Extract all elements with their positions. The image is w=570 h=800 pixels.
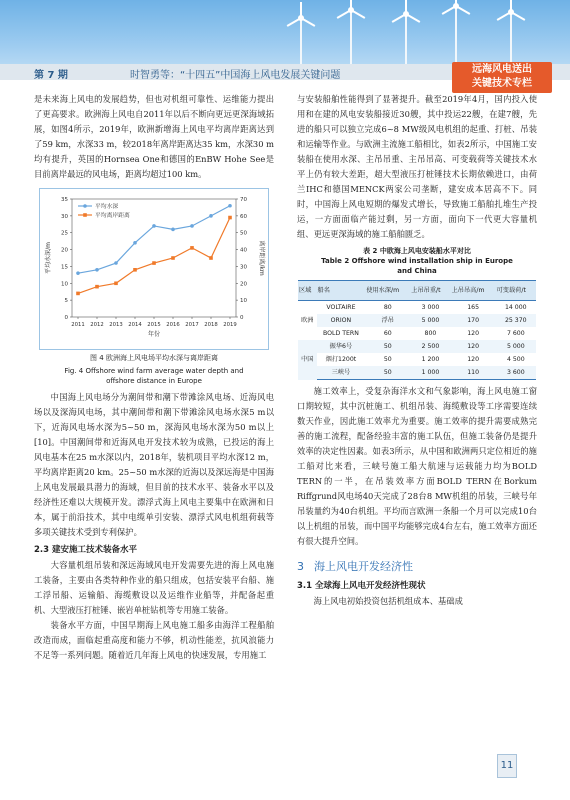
data-point <box>95 268 99 272</box>
y-left-tick-label: 0 <box>64 315 68 321</box>
data-point <box>152 224 156 228</box>
table-header-cell: 可变载荷/t <box>496 281 536 301</box>
data-point <box>190 246 194 250</box>
data-point <box>76 271 80 275</box>
table-cell: 3 600 <box>496 366 536 380</box>
wind-turbine-icon <box>300 18 302 64</box>
section-number: 3 <box>297 560 304 573</box>
x-tick-label: 2012 <box>90 322 104 328</box>
paragraph: 是未来海上风电的发展趋势，但也对机组可靠性、运维能力提出了更高要求。欧洲海上风电自2011年以后不断向更远更深海域拓展，如图4所示，2019年，欧洲新增海上风电平均离岸距离达到了59 km，水深33 m，较2018年离岸距离达35 km，水深30 m均有提升，英国的Hornsea One和德国的EnBW Hohe See是目前离岸最远的风电场，距离均超过100 km。 <box>34 94 274 179</box>
table-title-en: and China <box>397 267 437 275</box>
table-cell: 165 <box>467 304 480 311</box>
table-cell: 170 <box>467 317 480 324</box>
legend-label: 平均离岸距离 <box>95 213 130 219</box>
table-header-cell: 上吊吊重/t <box>410 281 450 301</box>
section-title: 海上风电开发经济性 <box>314 560 413 573</box>
y-right-tick-label: 0 <box>240 315 244 321</box>
y-right-tick-label: 60 <box>240 213 247 220</box>
subsection-heading: 3.1 全球海上风电开发经济性现状 <box>297 581 426 591</box>
table-cell: 110 <box>451 366 496 380</box>
paragraph: 装备水平方面，中国早期海上风电施工船多由海洋工程船舶改造而成，面临起重高度和能力不够，机动性能差，抗风浪能力不足等一系列问题。随着近几年海上风电的快速发展，专用施工 <box>34 620 274 660</box>
table-row <box>298 353 536 366</box>
column-tag-line: 关键技术专栏 <box>472 78 532 89</box>
x-axis-label: 年份 <box>147 331 161 338</box>
y-right-tick-label: 30 <box>240 264 247 271</box>
table-cell: 50 <box>383 343 392 350</box>
y-right-tick-label: 50 <box>240 230 247 237</box>
table-row <box>298 327 536 340</box>
table-cell: 800 <box>424 330 437 337</box>
y-right-tick-label: 10 <box>240 298 247 305</box>
figure-4-chart <box>39 188 269 350</box>
data-point <box>152 261 156 265</box>
paragraph: 与安装船舶性能得到了显著提升。截至2019年4月，国内投入使用和在建的风电安装船接近30艘，其中投运22艘，在建7艘，先进的船只可以独立完成6~8 MW级风电机组的起重、打桩、吊装和运输等作业。与欧洲主流施工船相比，如表2所示，中国施工安装船在使用水深、主吊吊重、主吊吊高、可变载荷等关键技术水平上仍有较大差距，超大型液压打桩锤技术长期依赖进口，由荷兰IHC和德国MENCK两家公司垄断，建安成本居高不下。同时，中国海上风电短期的爆发式增长，导致施工船舶扎堆生产投运，一方面面临产能过剩，另一方面，面向下一代更大容量机组、更远更深海域的施工船舶匮乏。 <box>297 94 537 239</box>
table-header-cell: 区域 <box>298 281 317 301</box>
table-header-row <box>298 281 536 301</box>
running-title: 时智勇等：“十四五”中国海上风电发展关键问题 <box>130 70 341 81</box>
column-tag-line: 远海风电送出 <box>472 64 532 75</box>
table-header-cell: 上吊吊高/m <box>451 281 496 301</box>
table-header-cell: 使用水深/m <box>365 281 410 301</box>
data-point <box>76 292 80 296</box>
table-cell: VOLTAIRE <box>326 304 356 311</box>
x-tick-label: 2014 <box>128 322 142 328</box>
x-tick-label: 2019 <box>223 322 237 328</box>
data-point <box>114 261 118 265</box>
y-left-tick-label: 10 <box>61 281 68 288</box>
page-header-banner <box>0 0 570 89</box>
table-cell: 120 <box>467 330 480 337</box>
table-cell: 5 000 <box>421 317 440 324</box>
table-row <box>298 366 536 380</box>
table-cell: 120 <box>467 343 480 350</box>
table-cell: 3 000 <box>421 304 440 311</box>
y-right-tick-label: 70 <box>240 197 247 203</box>
paragraph: 大容量机组吊装和深远海域风电开发需要先进的海上风电施工装备，主要由各类特种作业的船只组成，包括安装平台船、施工浮吊船、运输船、海缆敷设以及运维作业船等，并配备起重机、大型液压打桩锤、嵌岩单桩钻机等专用施工装备。 <box>34 560 274 615</box>
legend-marker <box>83 204 87 208</box>
issue-number: 第 7 期 <box>34 70 68 81</box>
data-point <box>209 214 213 218</box>
figure-caption-cn: 图 4 欧洲海上风电场平均水深与离岸距离 <box>90 354 218 362</box>
paragraph: 海上风电初始投资包括机组成本、基础成 <box>313 596 463 606</box>
table-title-en: Table 2 Offshore wind installation ship in Europe <box>321 257 513 265</box>
line-chart <box>40 189 268 349</box>
x-tick-label: 2015 <box>147 322 161 328</box>
table-cell: 振华6号 <box>329 343 353 350</box>
data-point <box>190 224 194 228</box>
legend-label: 平均水深 <box>95 204 119 210</box>
table-cell: BOLD TERN <box>323 330 359 337</box>
y-right-tick-label: 40 <box>240 247 247 254</box>
data-point <box>171 228 175 232</box>
table-cell: 14 000 <box>504 304 527 311</box>
x-tick-label: 2016 <box>166 322 180 328</box>
right-column <box>297 92 537 609</box>
x-tick-label: 2017 <box>185 322 199 328</box>
data-point <box>133 241 137 245</box>
column-tag <box>452 62 552 93</box>
table-cell: 2 500 <box>421 343 440 350</box>
table-cell-region: 中国 <box>301 356 314 364</box>
paragraph: 施工效率上，受复杂海洋水文和气象影响，海上风电施工窗口期较短，其中沉桩施工、机组吊装、海缆敷设等工序需要连续数天作业，因此施工效率尤为重要。施工效率的提升需要成熟完善的施工流程，配备经验丰富的施工队伍，但施工装备仍是提升效率的决定性因素。如表3所示，从中国和欧洲两只定位相近的施工船对比来看，三峡号施工船大航速与运载能力均为BOLD TERN的一半，在吊装效率方面BOLD TERN在Borkum Riffgrund风电场40天完成了28台8 MW机组的吊装，三峡号年吊装量约为40台机组。平均而言欧洲一条船一个月可以完成10台以上机组的吊装，而中国平均能够完成4台左右，施工效率方面还有很大提升空间。 <box>297 386 537 546</box>
y-left-axis-label: 平均水深/m <box>45 242 52 274</box>
wind-turbine-icon <box>405 14 407 64</box>
x-tick-label: 2013 <box>109 322 123 328</box>
figure-caption-en: Fig. 4 Offshore wind farm average water depth and <box>64 367 244 375</box>
data-point <box>133 268 137 272</box>
series-line <box>78 218 230 294</box>
table-cell: 三峡号 <box>317 366 366 380</box>
data-point <box>171 256 175 260</box>
y-right-tick-label: 20 <box>240 281 247 288</box>
table-cell: 5 000 <box>506 343 525 350</box>
table-cell: 80 <box>383 304 392 311</box>
y-left-tick-label: 30 <box>61 213 68 220</box>
table-cell: 25 370 <box>504 317 527 324</box>
data-point <box>209 256 213 260</box>
data-point <box>114 281 118 285</box>
legend-marker <box>83 213 87 217</box>
table-row <box>298 301 536 315</box>
page-number: 11 <box>497 754 517 778</box>
section-heading: 2.3 建安施工技术装备水平 <box>34 545 138 555</box>
table-cell: 1 200 <box>421 356 440 363</box>
table-title-cn: 表 2 中欧海上风电安装船水平对比 <box>363 247 471 255</box>
y-right-axis-label: 离岸距离/km <box>258 240 265 276</box>
table-cell: 60 <box>383 330 392 337</box>
section-heading-3 <box>297 559 537 574</box>
data-point <box>95 285 99 289</box>
table-cell: ORION <box>330 317 352 324</box>
x-tick-label: 2011 <box>71 322 85 328</box>
table-row <box>298 340 536 353</box>
table-cell: 浮吊 <box>381 317 394 324</box>
y-left-tick-label: 20 <box>61 247 68 254</box>
table-cell: 4 500 <box>506 356 525 363</box>
data-point <box>228 216 232 220</box>
table-2 <box>298 280 536 380</box>
table-cell: 7 600 <box>506 330 525 337</box>
left-column <box>34 92 274 663</box>
table-cell: 50 <box>365 366 410 380</box>
figure-caption-en: offshore distance in Europe <box>106 377 202 385</box>
table-cell: 120 <box>467 356 480 363</box>
table-cell-region: 欧洲 <box>301 317 314 324</box>
table-cell: 50 <box>383 356 392 363</box>
wind-turbine-icon <box>350 10 352 64</box>
y-left-tick-label: 15 <box>61 264 68 271</box>
y-left-tick-label: 5 <box>64 298 68 305</box>
table-cell: 烟打1200t <box>325 356 357 363</box>
y-left-tick-label: 35 <box>61 197 68 203</box>
wind-turbine-icon <box>455 6 457 64</box>
y-left-tick-label: 25 <box>61 230 68 237</box>
data-point <box>228 204 232 208</box>
table-cell: 1 000 <box>410 366 450 380</box>
table-header-cell: 船名 <box>317 281 366 301</box>
x-tick-label: 2018 <box>204 322 218 328</box>
wind-turbine-icon <box>510 12 512 64</box>
paragraph: 中国海上风电场分为潮间带和潮下带滩涂风电场、近海风电场以及深海风电场，其中潮间带和潮下带滩涂风电场水深5 m以下，近海风电场水深为5~50 m，深海风电场水深为50 m以上[10]。中国潮间带和近海风电开发技术较为成熟，已投运的海上风电基本在25 m水深以内，2018年，装机项目平均水深12 m，平均离岸距离20 km。25~50 m水深的近海以及深远海是中国海上风电发展最具潜力的海域，但目前的技术水平、装备水平以及经济性还难以大规模开发。漂浮式海上风电主要集中在欧洲和日本，属于前沿技术，其中电缆单引安装、漂浮式风电机组荷载等多项关键技术受到专利保护。 <box>34 392 274 537</box>
table-row <box>298 314 536 327</box>
